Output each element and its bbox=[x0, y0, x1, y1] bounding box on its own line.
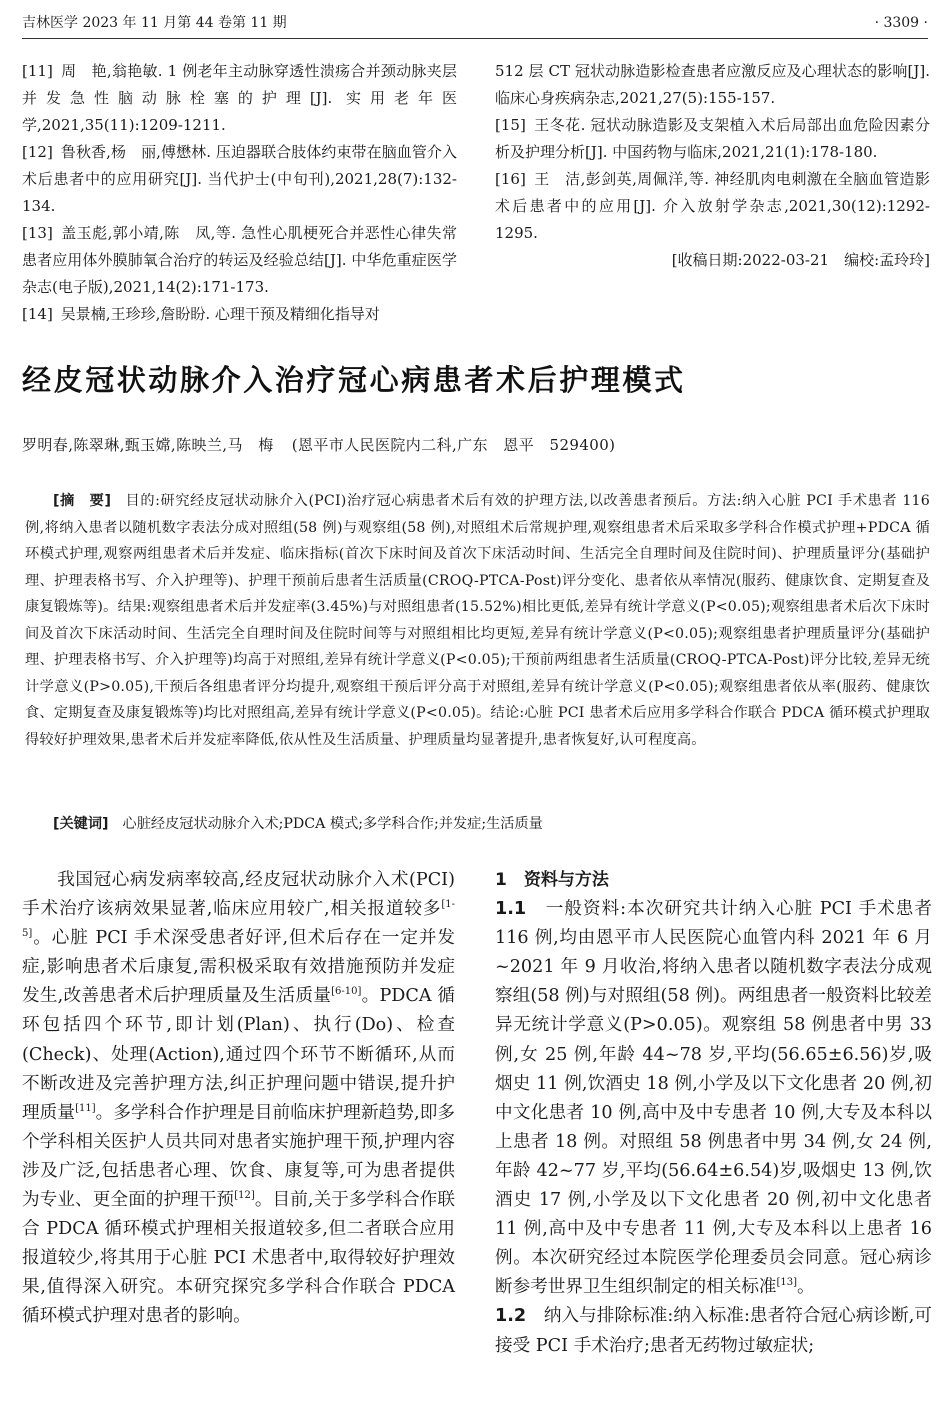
reference-tag: [16] bbox=[495, 170, 526, 188]
reference-text: 吴景楠,王珍珍,詹盼盼. 心理干预及精细化指导对 bbox=[60, 305, 380, 323]
reference-text: 鲁秋香,杨 丽,傅懋林. 压迫器联合肢体约束带在脑血管介入术后患者中的应用研究[J]. 当代护士(中旬刊),2021,28(7):132-134. bbox=[22, 143, 457, 215]
author-line bbox=[22, 434, 928, 456]
subsection-number: 1.2 bbox=[495, 1306, 527, 1327]
author-names: 罗明春,陈翠琳,甄玉嫦,陈映兰,马 梅 bbox=[22, 436, 274, 454]
reference-text: 周 艳,翁艳敏. 1 例老年主动脉穿透性溃疡合并颈动脉夹层并发急性脑动脉栓塞的护理[J]. 实用老年医学,2021,35(11):1209-1211. bbox=[22, 62, 457, 134]
keywords-text: 心脏经皮冠状动脉介入术;PDCA 模式;多学科合作;并发症;生活质量 bbox=[122, 816, 543, 832]
text-run: 。目前,关于多学科合作联合 PDCA 循环模式护理相关报道较多,但二者联合应用报道较少,将其用于心脏 PCI 术患者中,取得较好护理效果,值得深入研究。本研究探究多学科合作联合 PDCA 循环模式护理对患者的影响。 bbox=[22, 1190, 455, 1327]
citation: [13] bbox=[776, 1277, 798, 1289]
reference-item bbox=[495, 166, 930, 247]
keywords bbox=[25, 812, 930, 836]
reference-text: 盖玉彪,郭小靖,陈 凤,等. 急性心肌梗死合并恶性心律失常患者应用体外膜肺氧合治疗的转运及经验总结[J]. 中华危重症医学杂志(电子版),2021,14(2):171-173. bbox=[22, 224, 457, 296]
text-run: 一般资料:本次研究共计纳入心脏 PCI 手术患者 116 例,均由恩平市人民医院心血管内科 2021 年 6 月~2021 年 9 月收治,将纳入患者以随机数字表法分成观察组(58 例)与对照组(58 例)。两组患者一般资料比较差异无统计学意义(P>0.05)。观察组 58 例患者中男 33 例,女 25 例,年龄 44~78 岁,平均(56.65±6.56)岁,吸烟史 11 例,饮酒史 18 例,小学及以下文化患者 20 例,初中文化患者 10 例,高中及中专患者 10 例,大专及本科以上患者 18 例。对照组 58 例患者中男 34 例,女 24 例,年龄 42~77 岁,平均(56.64±6.54)岁,吸烟史 13 例,饮酒史 17 例,小学及以下文化患者 20 例,初中文化患者 11 例,高中及中专患者 11 例,大专及本科以上患者 16 例。本次研究经过本院医学伦理委员会同意。冠心病诊断参考世界卫生组织制定的相关标准 bbox=[495, 899, 932, 1298]
reference-list-left bbox=[22, 58, 457, 328]
reference-tag: [11] bbox=[22, 62, 53, 80]
introduction-paragraph bbox=[22, 866, 455, 1332]
received-date: [收稿日期:2022-03-21 编校:孟玲玲] bbox=[671, 251, 930, 269]
reference-text: 512 层 CT 冠状动脉造影检查患者应激反应及心理状态的影响[J]. 临床心身疾病杂志,2021,27(5):155-157. bbox=[495, 62, 930, 107]
article-title: 经皮冠状动脉介入治疗冠心病患者术后护理模式 bbox=[22, 363, 686, 397]
reference-text: 王冬花. 冠状动脉造影及支架植入术后局部出血危险因素分析及护理分析[J]. 中国药物与临床,2021,21(1):178-180. bbox=[495, 116, 930, 161]
reference-tag: [14] bbox=[22, 305, 53, 323]
affiliation: (恩平市人民医院内二科,广东 恩平 529400) bbox=[291, 436, 616, 454]
running-header bbox=[22, 13, 928, 35]
subsection-number: 1.1 bbox=[495, 899, 527, 920]
citation: [6-10] bbox=[331, 986, 362, 998]
reference-list-right bbox=[495, 58, 930, 274]
reference-item bbox=[22, 301, 457, 328]
keywords-label: [关键词] bbox=[53, 816, 109, 832]
citation: [1-5] bbox=[22, 899, 455, 940]
text-run: 纳入与排除标准:纳入标准:患者符合冠心病诊断,可接受 PCI 手术治疗;患者无药物过敏症状; bbox=[495, 1306, 932, 1356]
abstract-label: [摘 要] bbox=[53, 493, 112, 509]
paragraph-1-2 bbox=[495, 1302, 932, 1360]
reference-tag: [12] bbox=[22, 143, 53, 161]
reference-tag: [15] bbox=[495, 116, 526, 134]
section-heading: 1 资料与方法 bbox=[495, 870, 609, 890]
text-run: 。多学科合作护理是目前临床护理新趋势,即多个学科相关医护人员共同对患者实施护理干预,护理内容涉及广泛,包括患者心理、饮食、康复等,可为患者提供为专业、更全面的护理干预 bbox=[22, 1102, 455, 1211]
reference-item bbox=[495, 112, 930, 166]
reference-tag: [13] bbox=[22, 224, 53, 242]
text-run: 我国冠心病发病率较高,经皮冠状动脉介入术(PCI)手术治疗该病效果显著,临床应用较广,相关报道较多 bbox=[22, 870, 455, 920]
text-run: 。心脏 PCI 手术深受患者好评,但术后存在一定并发症,影响患者术后康复,需积极采取有效措施预防并发症发生,改善患者术后护理质量及生活质量 bbox=[22, 928, 455, 1007]
reference-item bbox=[495, 58, 930, 112]
citation: [12] bbox=[234, 1190, 255, 1202]
paragraph-1-1 bbox=[495, 895, 932, 1302]
journal-issue: 吉林医学 2023 年 11 月第 44 卷第 11 期 bbox=[22, 15, 287, 31]
body-column-left bbox=[22, 866, 455, 1332]
body-column-right bbox=[495, 866, 932, 1361]
text-run: 。PDCA 循环包括四个环节,即计划(Plan)、执行(Do)、检查(Check)、处理(Action),通过四个环节不断循环,从而不断改进及完善护理方法,纠正护理问题中错误,提升护理质量 bbox=[22, 986, 455, 1123]
abstract bbox=[25, 488, 930, 753]
reference-text: 王 洁,彭剑英,周佩洋,等. 神经肌肉电刺激在全脑血管造影术后患者中的应用[J]. 介入放射学杂志,2021,30(12):1292-1295. bbox=[495, 170, 930, 242]
abstract-text: 目的:研究经皮冠状动脉介入(PCI)治疗冠心病患者术后有效的护理方法,以改善患者预后。方法:纳入心脏 PCI 手术患者 116 例,将纳入患者以随机数字表法分成对照组(58 例)与观察组(58 例),对照组术后常规护理,观察组患者术后采取多学科合作模式护理+PDCA 循环模式护理,观察两组患者术后并发症、临床指标(首次下床时间及首次下床活动时间、生活完全自理时间及住院时间)、护理质量评分(基础护理、护理表格书写、介入护理等)、护理干预前后患者生活质量(CROQ-PTCA-Post)评分变化、患者依从率情况(服药、健康饮食、定期复查及康复锻炼等)。结果:观察组患者术后并发症率(3.45%)与对照组患者(15.52%)相比更低,差异有统计学意义(P<0.05);观察组患者术后次下床时间及首次下床活动时间、生活完全自理时间及住院时间等与对照组相比均更短,差异有统计学意义(P<0.05);观察组患者护理质量评分(基础护理、护理表格书写、介入护理等)均高于对照组,差异有统计学意义(P<0.05);干预前两组患者生活质量(CROQ-PTCA-Post)评分比较,差异无统计学意义(P>0.05),干预后各组患者评分均提升,观察组干预后评分高于对照组,差异有统计学意义(P<0.05);观察组患者依从率(服药、健康饮食、定期复查及康复锻炼等)均比对照组高,差异有统计学意义(P<0.05)。结论:心脏 PCI 患者术后应用多学科合作联合 PDCA 循环模式护理取得较好护理效果,患者术后并发症率降低,依从性及生活质量、护理质量均显著提升,患者恢复好,认可程度高。 bbox=[25, 493, 930, 748]
header-rule bbox=[22, 38, 928, 39]
reference-item bbox=[22, 58, 457, 139]
reference-item bbox=[22, 220, 457, 301]
citation: [11] bbox=[75, 1102, 96, 1114]
page-number: · 3309 · bbox=[874, 15, 928, 31]
text-run: 。 bbox=[797, 1277, 815, 1298]
reference-item bbox=[22, 139, 457, 220]
